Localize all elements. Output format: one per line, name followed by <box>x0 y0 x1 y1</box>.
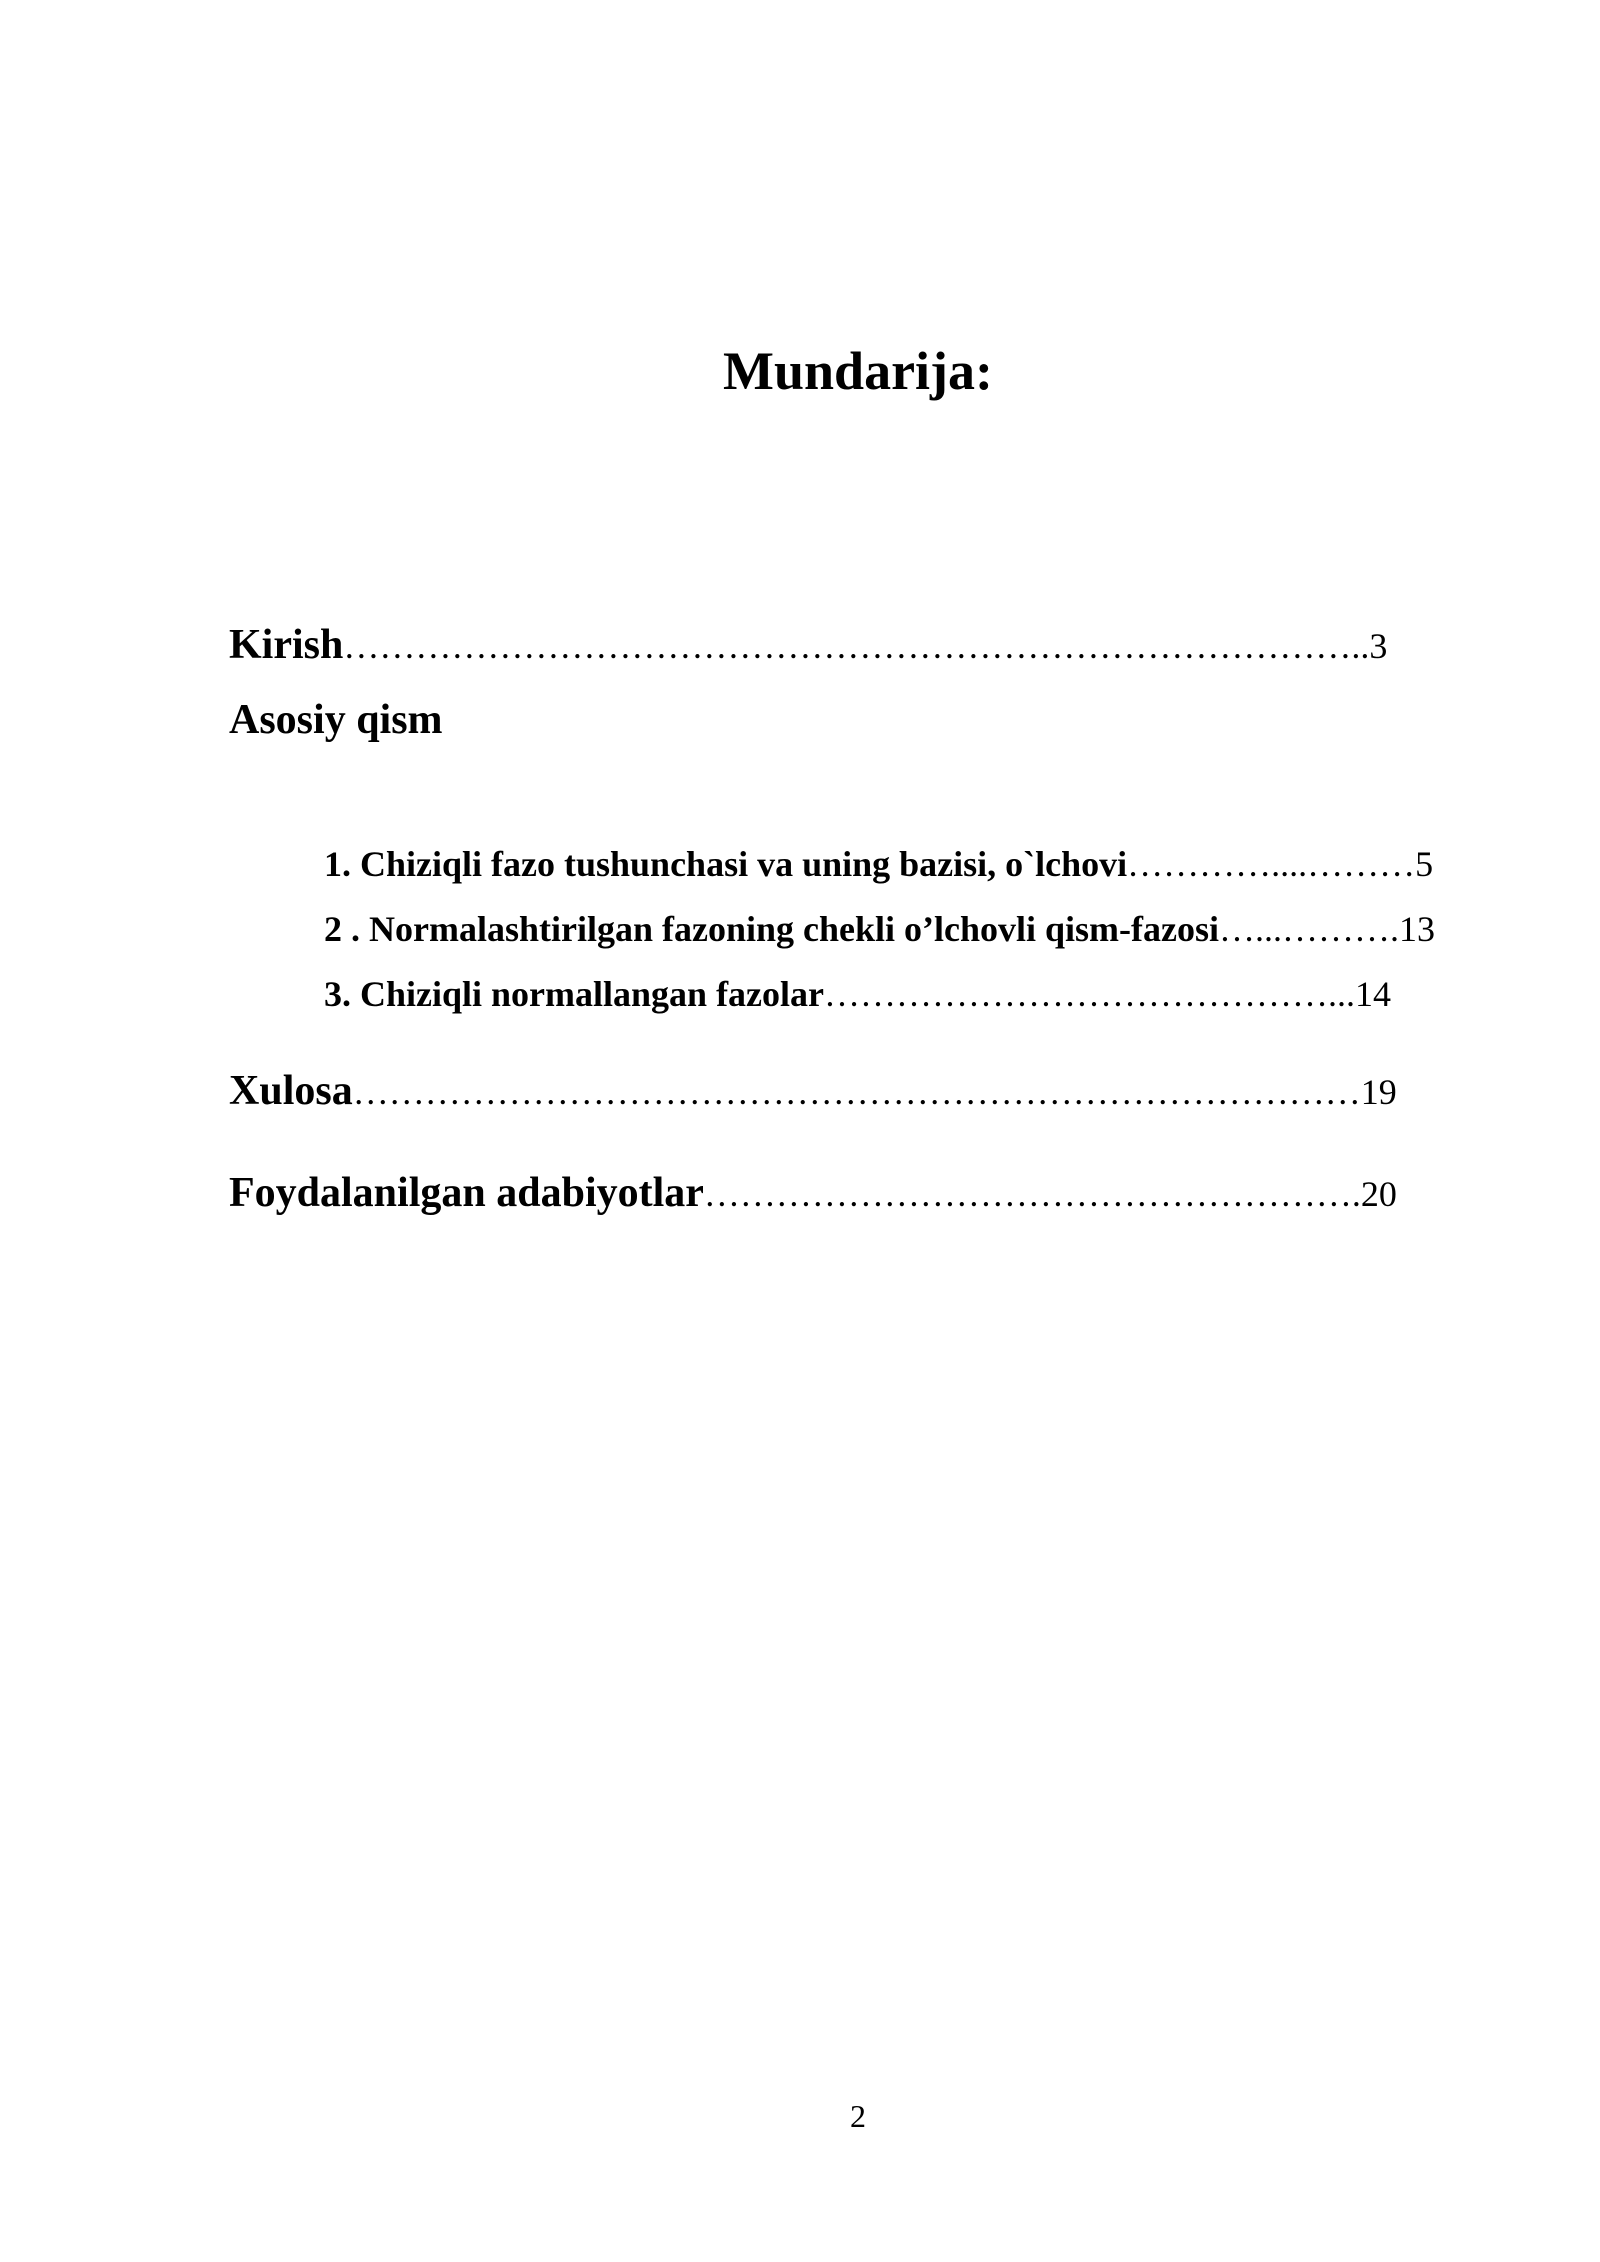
toc-entry-adabiyotlar[interactable] <box>229 1172 1397 1214</box>
toc-entry-leader: ……………………………………... <box>824 974 1356 1014</box>
toc-entry-label: 1. Chiziqli fazo tushunchasi va uning bazisi, o`lchovi <box>324 844 1128 884</box>
toc-entry-leader: ………………………………………………. <box>703 1174 1361 1214</box>
toc-entry-chapter-2[interactable] <box>324 911 1435 947</box>
toc-entry-page: 19 <box>1360 1072 1397 1112</box>
toc-entry-label: Xulosa <box>229 1068 353 1114</box>
toc-entry-page: 20 <box>1360 1174 1397 1214</box>
toc-entry-leader: ………………………………………………………………………….. <box>343 626 1370 666</box>
page-number: 2 <box>850 2098 866 2134</box>
toc-entry-label: Kirish <box>229 622 344 668</box>
toc-section-heading: Asosiy qism <box>229 697 443 743</box>
toc-entry-leader: …………....……… <box>1127 844 1416 884</box>
toc-entry-leader: ………………………………………………………………………… <box>352 1072 1361 1112</box>
page-title: Mundarija: <box>723 341 993 401</box>
toc-entry-page: 13 <box>1399 909 1435 949</box>
toc-entry-label: Foydalanilgan adabiyotlar <box>229 1170 704 1216</box>
toc-entry-page: 3 <box>1369 626 1388 666</box>
toc-entry-page: 14 <box>1355 974 1392 1014</box>
toc-entry-xulosa[interactable] <box>229 1070 1397 1112</box>
toc-entry-page: 5 <box>1415 844 1434 884</box>
toc-entry-chapter-1[interactable] <box>324 846 1433 882</box>
toc-entry-leader: …...………. <box>1219 909 1399 949</box>
toc-entry-chapter-3[interactable] <box>324 976 1391 1012</box>
toc-entry-label: 2 . Normalashtirilgan fazoning chekli o’lchovli qism-fazosi <box>324 909 1219 949</box>
toc-entry-label: 3. Chiziqli normallangan fazolar <box>324 974 825 1014</box>
toc-entry-kirish[interactable] <box>229 624 1387 666</box>
